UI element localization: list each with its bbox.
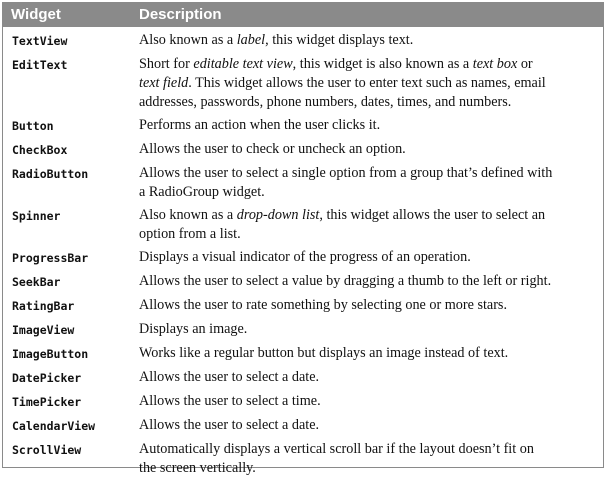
table-row (3, 440, 603, 478)
widget-name: CheckBox (12, 143, 68, 157)
widget-name: ImageView (12, 323, 75, 337)
widget-description: Allows the user to select a value by dragging a thumb to the left or right. (139, 273, 552, 289)
table-row (3, 416, 603, 436)
widget-name: ImageButton (12, 347, 89, 361)
table-row (3, 296, 603, 316)
widget-name: ScrollView (12, 443, 82, 457)
widget-description: Displays a visual indicator of the progress of an operation. (139, 249, 471, 265)
table-row (3, 248, 603, 268)
widget-name: Button (12, 119, 54, 133)
widget-name: Spinner (12, 209, 61, 223)
header-widget: Widget (11, 6, 61, 23)
widget-name: DatePicker (12, 371, 82, 385)
table-row (3, 344, 603, 364)
widget-name: ProgressBar (12, 251, 89, 265)
table-row (3, 272, 603, 292)
widget-description: Performs an action when the user clicks it. (139, 117, 381, 133)
table-row (3, 55, 603, 112)
widget-description: Also known as a label, this widget displays text. (139, 32, 414, 48)
widget-name: TextView (12, 34, 68, 48)
widget-description: Allows the user to select a date. (139, 369, 320, 385)
table-row (3, 206, 603, 244)
table-row (3, 140, 603, 160)
table-body (3, 27, 603, 478)
widget-description: Allows the user to check or uncheck an option. (139, 141, 406, 157)
table-row (3, 116, 603, 136)
table-row (3, 392, 603, 412)
table-header-row (3, 3, 603, 27)
widget-description: Allows the user to select a single option from a group that’s defined with a RadioGroup widget. (139, 165, 553, 200)
widget-name: CalendarView (12, 419, 96, 433)
widget-description: Allows the user to select a time. (139, 393, 321, 409)
widget-name: EditText (12, 58, 68, 72)
widget-description: Allows the user to select a date. (139, 417, 320, 433)
table-row (3, 31, 603, 51)
widget-name: SeekBar (12, 275, 61, 289)
widget-description: Displays an image. (139, 321, 248, 337)
widget-name: RatingBar (12, 299, 75, 313)
widget-name: TimePicker (12, 395, 82, 409)
widget-description: Automatically displays a vertical scroll bar if the layout doesn’t fit on the screen vertically. (139, 441, 534, 476)
table-row (3, 164, 603, 202)
table-row (3, 320, 603, 340)
widget-name: RadioButton (12, 167, 89, 181)
widget-table (2, 2, 604, 476)
widget-description: Short for editable text view, this widget is also known as a text box or text field. This widget allows the user to enter text such as names, email addresses, passwords, phone numbers, dates, times, and numbers. (139, 56, 546, 110)
widget-description: Also known as a drop-down list, this widget allows the user to select an option from a list. (139, 207, 546, 242)
table-row (3, 368, 603, 388)
widget-description: Works like a regular button but displays an image instead of text. (139, 345, 509, 361)
widget-description: Allows the user to rate something by selecting one or more stars. (139, 297, 508, 313)
header-description: Description (139, 6, 222, 23)
